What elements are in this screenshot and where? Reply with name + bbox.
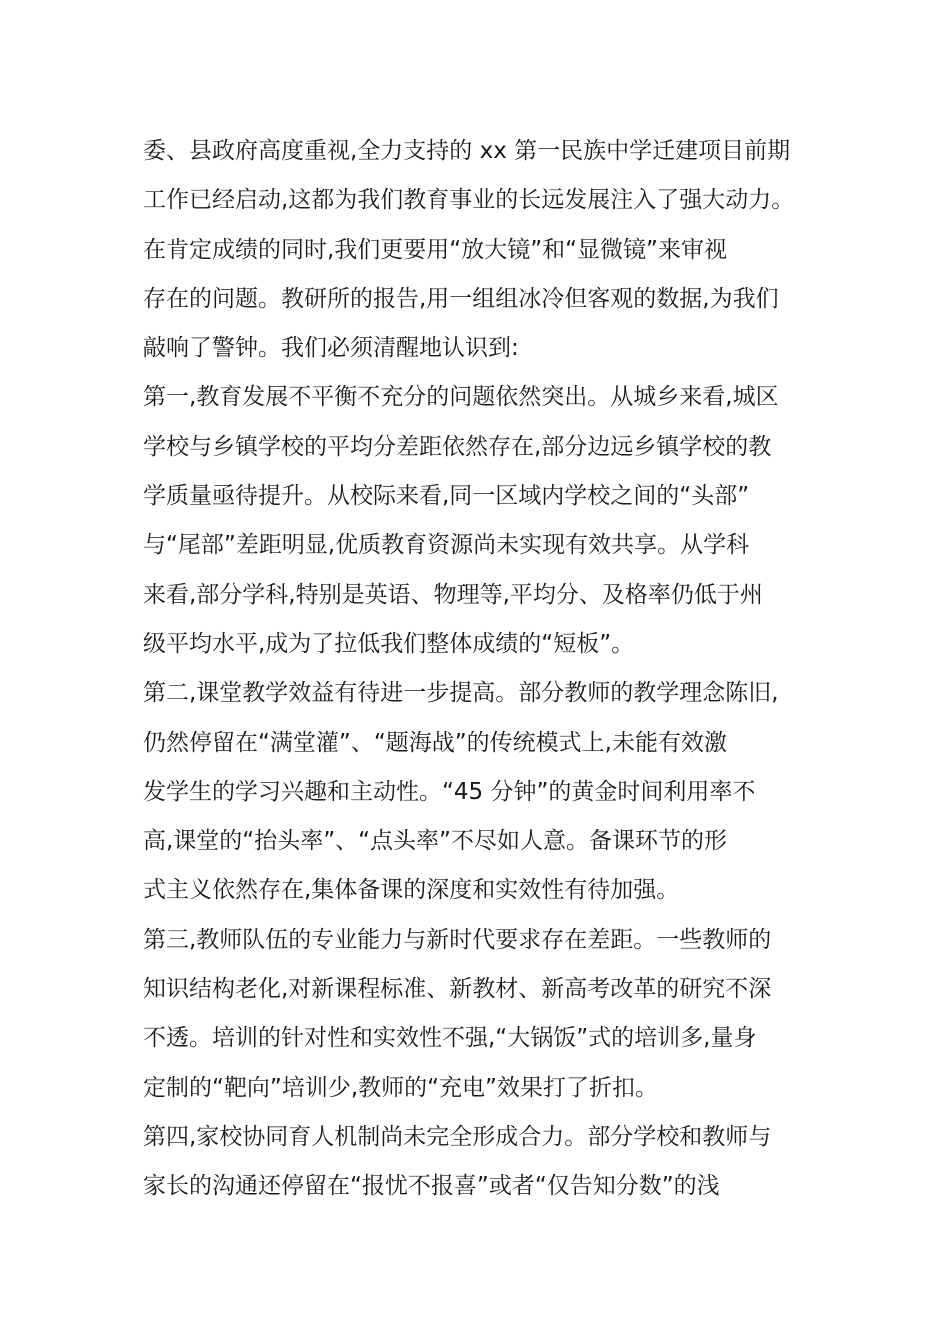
text-line: 工作已经启动,这都为我们教育事业的长远发展注入了强大动力。 <box>143 187 795 214</box>
text-line: 存在的问题。教研所的报告,用一组组冰冷但客观的数据,为我们 <box>143 285 779 312</box>
text-line: 式主义依然存在,集体备课的深度和实效性有待加强。 <box>143 877 680 904</box>
text-line: 仍然停留在“满堂灌”、“题海战”的传统模式上,未能有效激 <box>143 729 727 756</box>
text-line: 家长的沟通还停留在“报忧不报喜”或者“仅告知分数”的浅 <box>143 1173 720 1200</box>
text-line: 不透。培训的针对性和实效性不强,“大锅饭”式的培训多,量身 <box>143 1025 757 1052</box>
text-line: 学校与乡镇学校的平均分差距依然存在,部分边远乡镇学校的教 <box>143 433 772 460</box>
text-line: 第一,教育发展不平衡不充分的问题依然突出。从城乡来看,城区 <box>143 384 779 411</box>
text-line: 发学生的学习兴趣和主动性。“45 分钟”的黄金时间利用率不 <box>143 778 756 805</box>
text-line: 级平均水平,成为了拉低我们整体成绩的“短板”。 <box>143 630 635 657</box>
text-line: 高,课堂的“抬头率”、“点头率”不尽如人意。备课环节的形 <box>143 828 727 855</box>
body-text <box>143 127 823 1212</box>
text-line: 定制的“靶向”培训少,教师的“充电”效果打了折扣。 <box>143 1074 658 1101</box>
text-line: 学质量亟待提升。从校际来看,同一区域内学校之间的“头部” <box>143 483 750 510</box>
text-line: 与“尾部”差距明显,优质教育资源尚未实现有效共享。从学科 <box>143 532 750 559</box>
text-line: 第四,家校协同育人机制尚未完全形成合力。部分学校和教师与 <box>143 1123 772 1150</box>
text-line: 来看,部分学科,特别是英语、物理等,平均分、及格率仍低于州 <box>143 581 763 608</box>
text-line: 第二,课堂教学效益有待进一步提高。部分教师的教学理念陈旧, <box>143 680 779 707</box>
text-line: 在肯定成绩的同时,我们更要用“放大镜”和“显微镜”来审视 <box>143 236 727 263</box>
text-line: 委、县政府高度重视,全力支持的 xx 第一民族中学迁建项目前期 <box>143 138 791 164</box>
text-line: 敲响了警钟。我们必须清醒地认识到: <box>143 335 519 362</box>
text-line: 知识结构老化,对新课程标准、新教材、新高考改革的研究不深 <box>143 976 772 1003</box>
text-line: 第三,教师队伍的专业能力与新时代要求存在差距。一些教师的 <box>143 926 772 953</box>
